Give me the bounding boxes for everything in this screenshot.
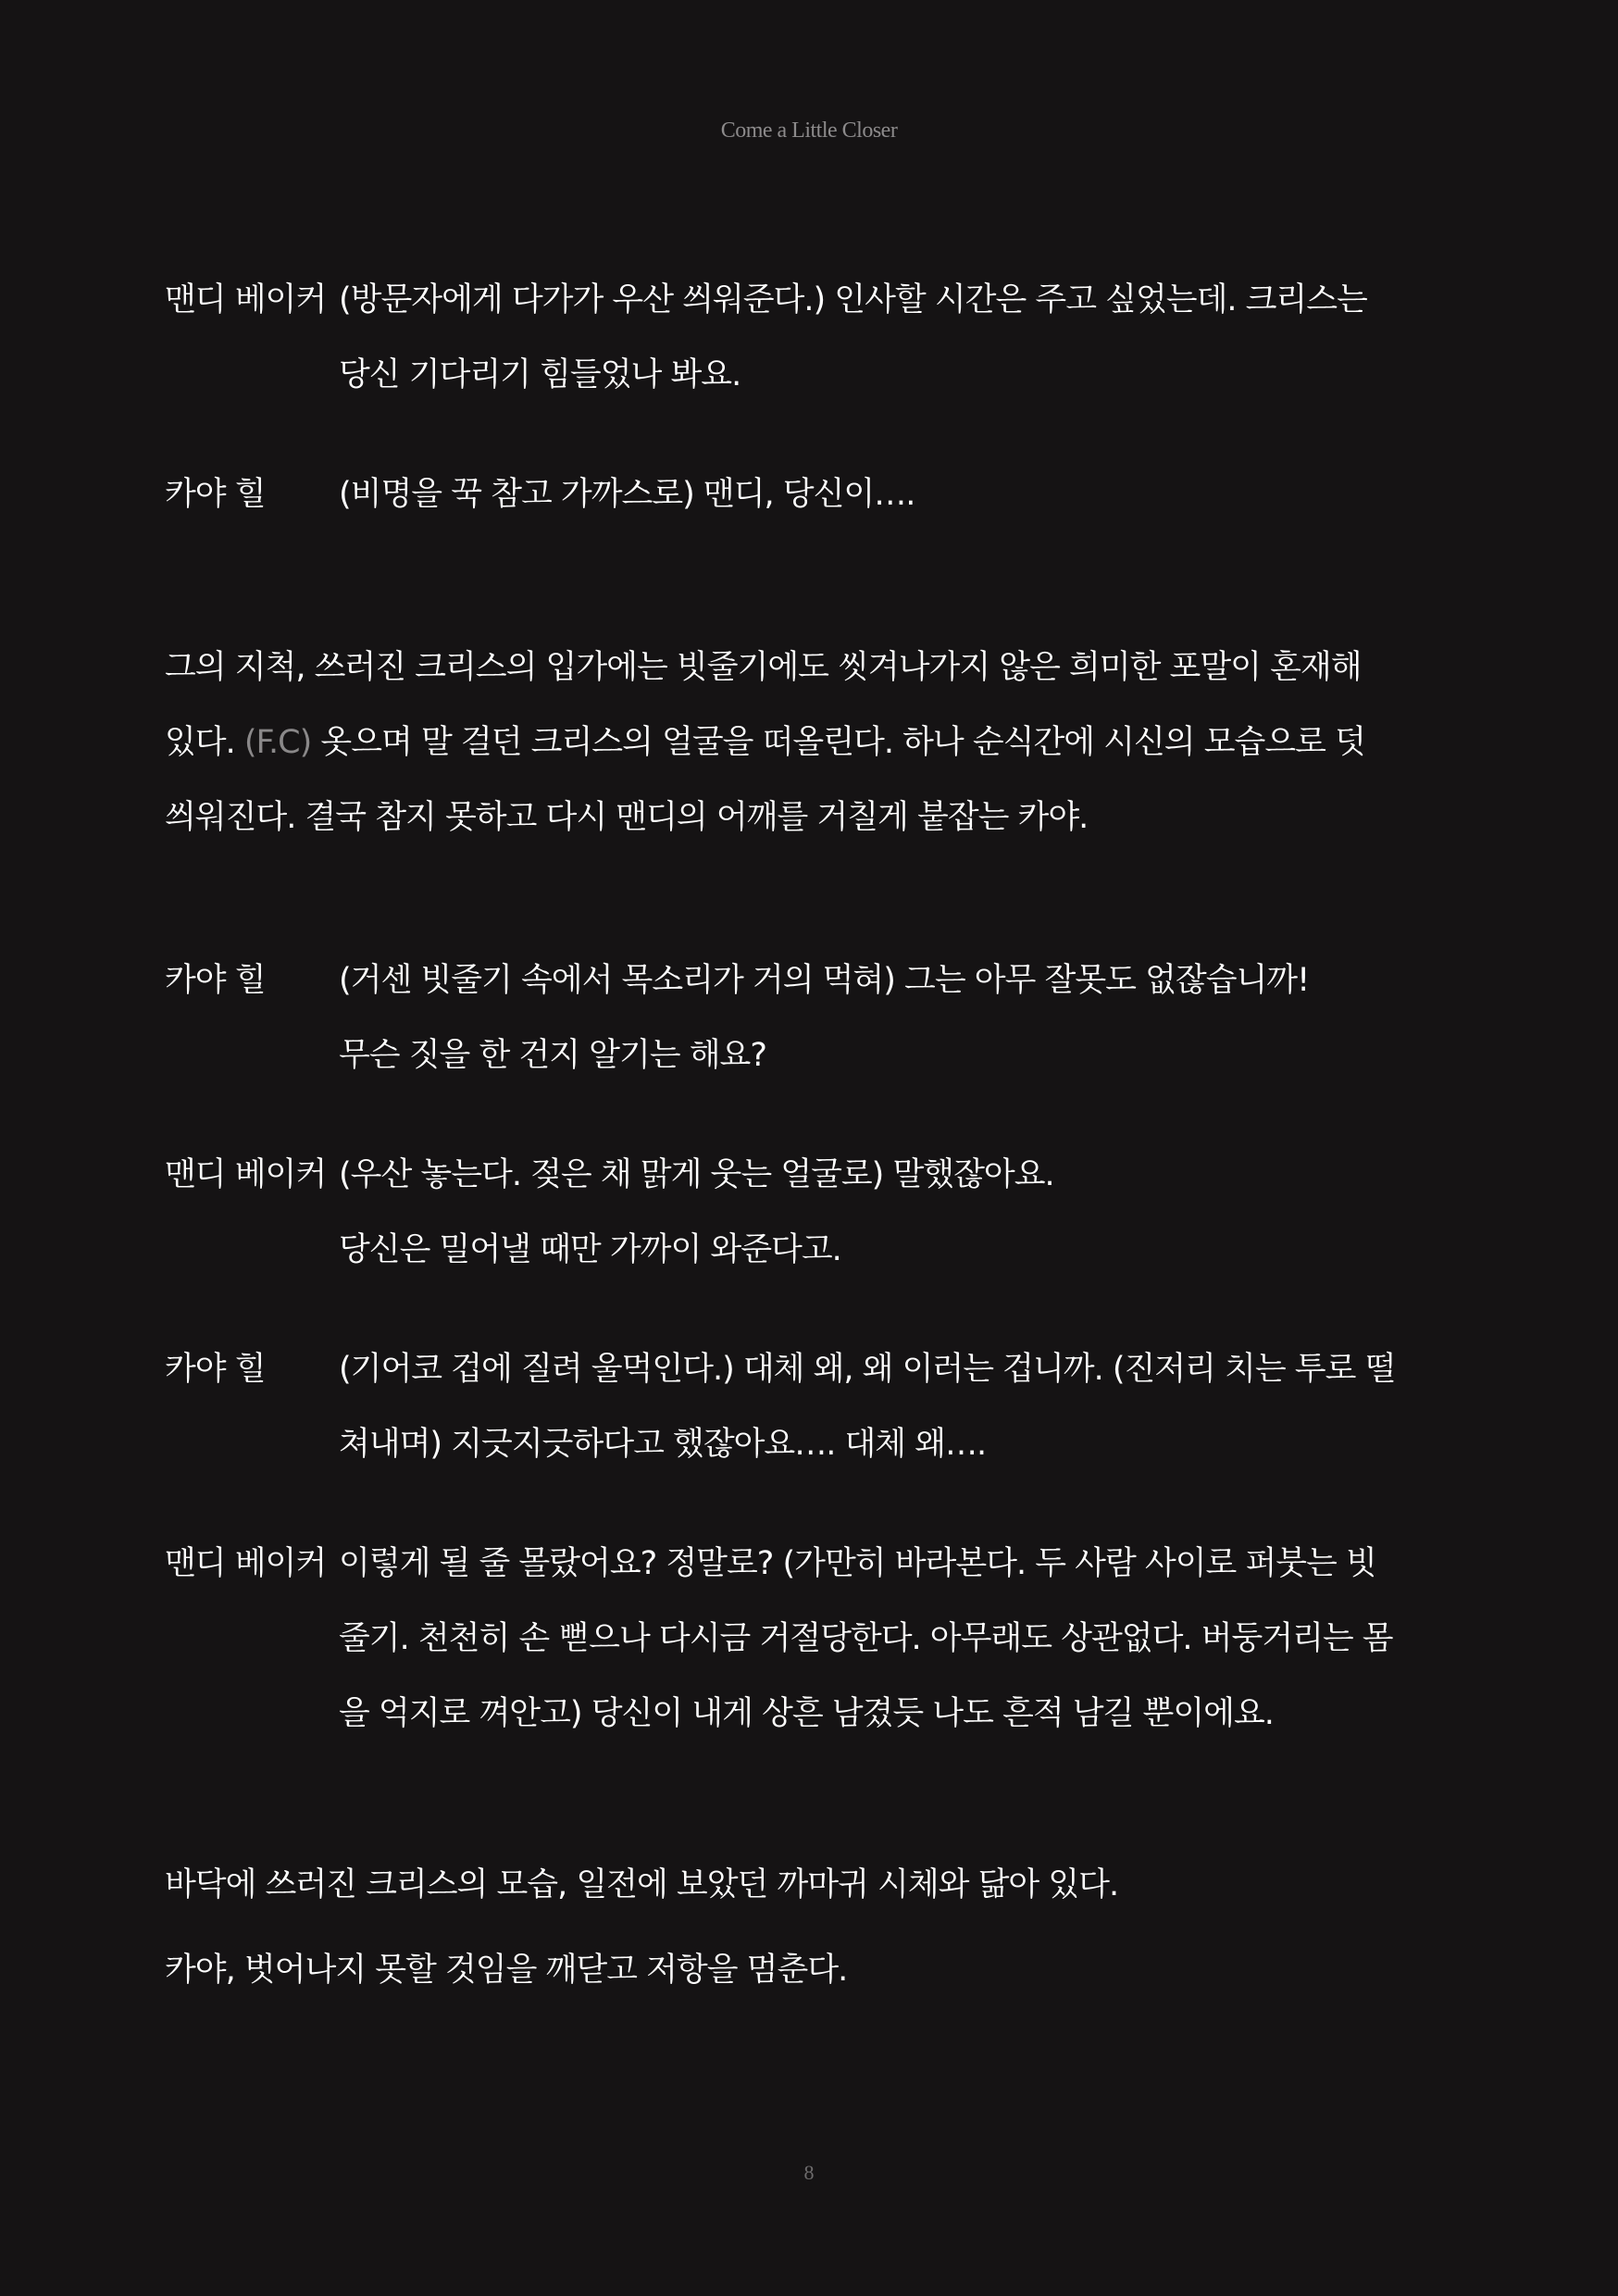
action-line-text: 옷으며 말 걸던 크리스의 얼굴을 떠올린다. 하나 순식간에 시신의 모습으로 덧	[320, 724, 1365, 761]
speaker-name: 맨디 베이커	[165, 1545, 327, 1582]
action-line: 그의 지척, 쓰러진 크리스의 입가에는 빗줄기에도 씻겨나가지 않은 희미한 포말이 혼재해	[165, 649, 1362, 686]
action-line-prefix: 있다.	[165, 724, 235, 761]
speaker-name: 맨디 베이커	[165, 1156, 327, 1193]
dialogue-line: 당신은 밀어낼 때만 가까이 와준다고.	[339, 1231, 841, 1268]
action-line: 카야, 벗어나지 못할 것임을 깨닫고 저항을 멈춘다.	[165, 1952, 848, 1989]
action-line: 씌워진다. 결국 참지 못하고 다시 맨디의 어깨를 거칠게 붙잡는 카야.	[165, 799, 1089, 836]
speaker-name: 카야 힐	[165, 962, 266, 999]
dialogue-line: 쳐내며) 지긋지긋하다고 했잖아요…. 대체 왜….	[339, 1426, 987, 1463]
dialogue-line: (비명을 꾹 참고 가까스로) 맨디, 당신이….	[339, 476, 915, 513]
dialogue-line: 이렇게 될 줄 몰랐어요? 정말로? (가만히 바라본다. 두 사람 사이로 퍼붓는 빗	[339, 1545, 1376, 1582]
dialogue-line: 을 억지로 껴안고) 당신이 내게 상흔 남겼듯 나도 흔적 남길 뿐이에요.	[339, 1695, 1274, 1732]
running-header: Come a Little Closer	[720, 119, 898, 143]
page-number: 8	[803, 2161, 815, 2184]
dialogue-line: (방문자에게 다가가 우산 씌워준다.) 인사할 시간은 주고 싶었는데. 크리스는	[339, 281, 1367, 318]
speaker-name: 맨디 베이커	[165, 281, 327, 318]
action-line: 바닥에 쓰러진 크리스의 모습, 일전에 보았던 까마귀 시체와 닮아 있다.	[165, 1866, 1119, 1903]
dialogue-line: (거센 빗줄기 속에서 목소리가 거의 먹혀) 그는 아무 잘못도 없잖습니까!	[339, 962, 1310, 999]
action-line	[165, 720, 1365, 765]
speaker-name: 카야 힐	[165, 476, 266, 513]
dialogue-line: 무슨 짓을 한 건지 알기는 해요?	[339, 1037, 766, 1074]
dialogue-line: (기어코 겁에 질려 울먹인다.) 대체 왜, 왜 이러는 겁니까. (진저리 치는 투로 떨	[339, 1351, 1396, 1388]
dialogue-line: 줄기. 천천히 손 뻗으나 다시금 거절당한다. 아무래도 상관없다. 버둥거리는 몸	[339, 1620, 1393, 1657]
fc-tag: (F.C)	[243, 724, 312, 761]
dialogue-line: 당신 기다리기 힘들었나 봐요.	[339, 356, 741, 393]
dialogue-line: (우산 놓는다. 젖은 채 맑게 웃는 얼굴로) 말했잖아요.	[339, 1156, 1054, 1193]
speaker-name: 카야 힐	[165, 1351, 266, 1388]
